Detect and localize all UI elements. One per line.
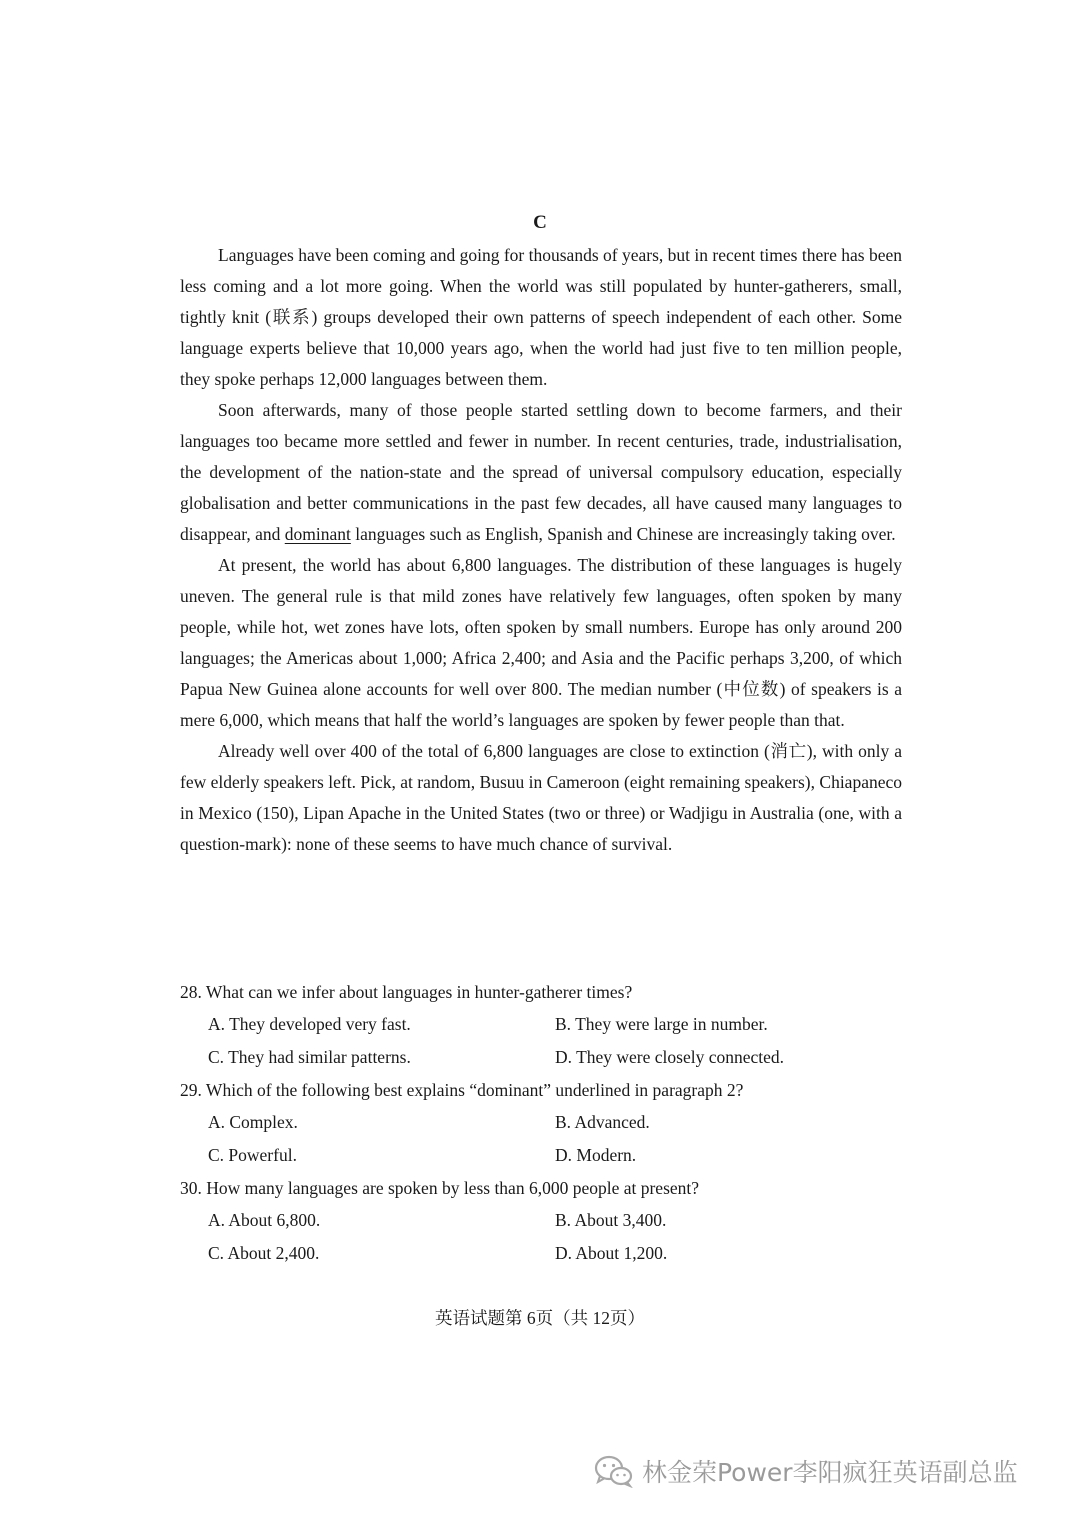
question-30: [180, 1172, 902, 1270]
option-c: C. About 2,400.: [208, 1243, 320, 1263]
paragraph-1: Languages have been coming and going for thousands of years, but in recent times there has been less coming and a lot more going. When the world was still populated by hunter-gatherers, small, tightly knit (联系) groups developed their own patterns of speech independent of each other. Some language experts believe that 10,000 years ago, when the world had just five to ten million people, they spoke perhaps 12,000 languages between them.: [180, 245, 902, 389]
question-stem: 30. How many languages are spoken by less than 6,000 people at present?: [180, 1178, 700, 1198]
option-a: A. About 6,800.: [208, 1210, 321, 1230]
option-b: B. They were large in number.: [555, 1014, 768, 1034]
wechat-icon: [594, 1454, 634, 1488]
watermark-text: 林金荣Power李阳疯狂英语副总监: [642, 1458, 1018, 1487]
option-c: C. Powerful.: [208, 1145, 297, 1165]
option-a: A. Complex.: [208, 1112, 298, 1132]
question-list: [180, 976, 902, 1270]
section-heading: C: [533, 212, 547, 233]
option-row: [180, 1041, 902, 1074]
question-stem: 28. What can we infer about languages in hunter-gatherer times?: [180, 982, 633, 1002]
paragraph-3: At present, the world has about 6,800 languages. The distribution of these languages is hugely uneven. The general rule is that mild zones have relatively few languages, often spoken by many people, while hot, wet zones have lots, often spoken by small numbers. Europe has only around 200 languages; the Americas about 1,000; Africa 2,400; and Asia and the Pacific perhaps 3,200, of which Papua New Guinea alone accounts for well over 800. The median number (中位数) of speakers is a mere 6,000, which means that half the world’s languages are spoken by fewer people than that.: [180, 555, 902, 730]
option-c: C. They had similar patterns.: [208, 1047, 411, 1067]
option-b: B. Advanced.: [555, 1112, 650, 1132]
option-d: D. Modern.: [555, 1145, 637, 1165]
page-footer: 英语试题第 6页（共 12页）: [435, 1308, 645, 1328]
watermark: [594, 1453, 1018, 1489]
option-a: A. They developed very fast.: [208, 1014, 411, 1034]
underlined-word: dominant: [284, 524, 351, 544]
question-28: [180, 976, 902, 1074]
reading-passage: [180, 240, 902, 860]
paragraph-4: Already well over 400 of the total of 6,800 languages are close to extinction (消亡), with only a few elderly speakers left. Pick, at random, Busuu in Cameroon (eight remaining speakers), Chiapaneco in Mexico (150), Lipan Apache in the United States (two or three) or Wadjigu in Australia (one, with a question-mark): none of these seems to have much chance of survival.: [180, 741, 902, 854]
paragraph-2-text-end: languages such as English, Spanish and Chinese are increasingly taking over.: [350, 524, 896, 544]
question-stem: 29. Which of the following best explains “dominant” underlined in paragraph 2?: [180, 1080, 744, 1100]
paragraph-2-text-start: Soon afterwards, many of those people started settling down to become farmers, and their languages too became more settled and fewer in number. In recent centuries, trade, industrialisation, the development of the nation-state and the spread of universal compulsory education, especially globalisation and better communications in the past few decades, all have caused many languages to disappear, and: [180, 400, 902, 544]
option-b: B. About 3,400.: [555, 1210, 667, 1230]
option-row: [180, 1204, 902, 1237]
option-row: [180, 1106, 902, 1139]
option-d: D. They were closely connected.: [555, 1047, 785, 1067]
question-29: [180, 1074, 902, 1172]
option-d: D. About 1,200.: [555, 1243, 668, 1263]
option-row: [180, 1139, 902, 1172]
option-row: [180, 1008, 902, 1041]
option-row: [180, 1237, 902, 1270]
paragraph-2: [180, 395, 902, 550]
